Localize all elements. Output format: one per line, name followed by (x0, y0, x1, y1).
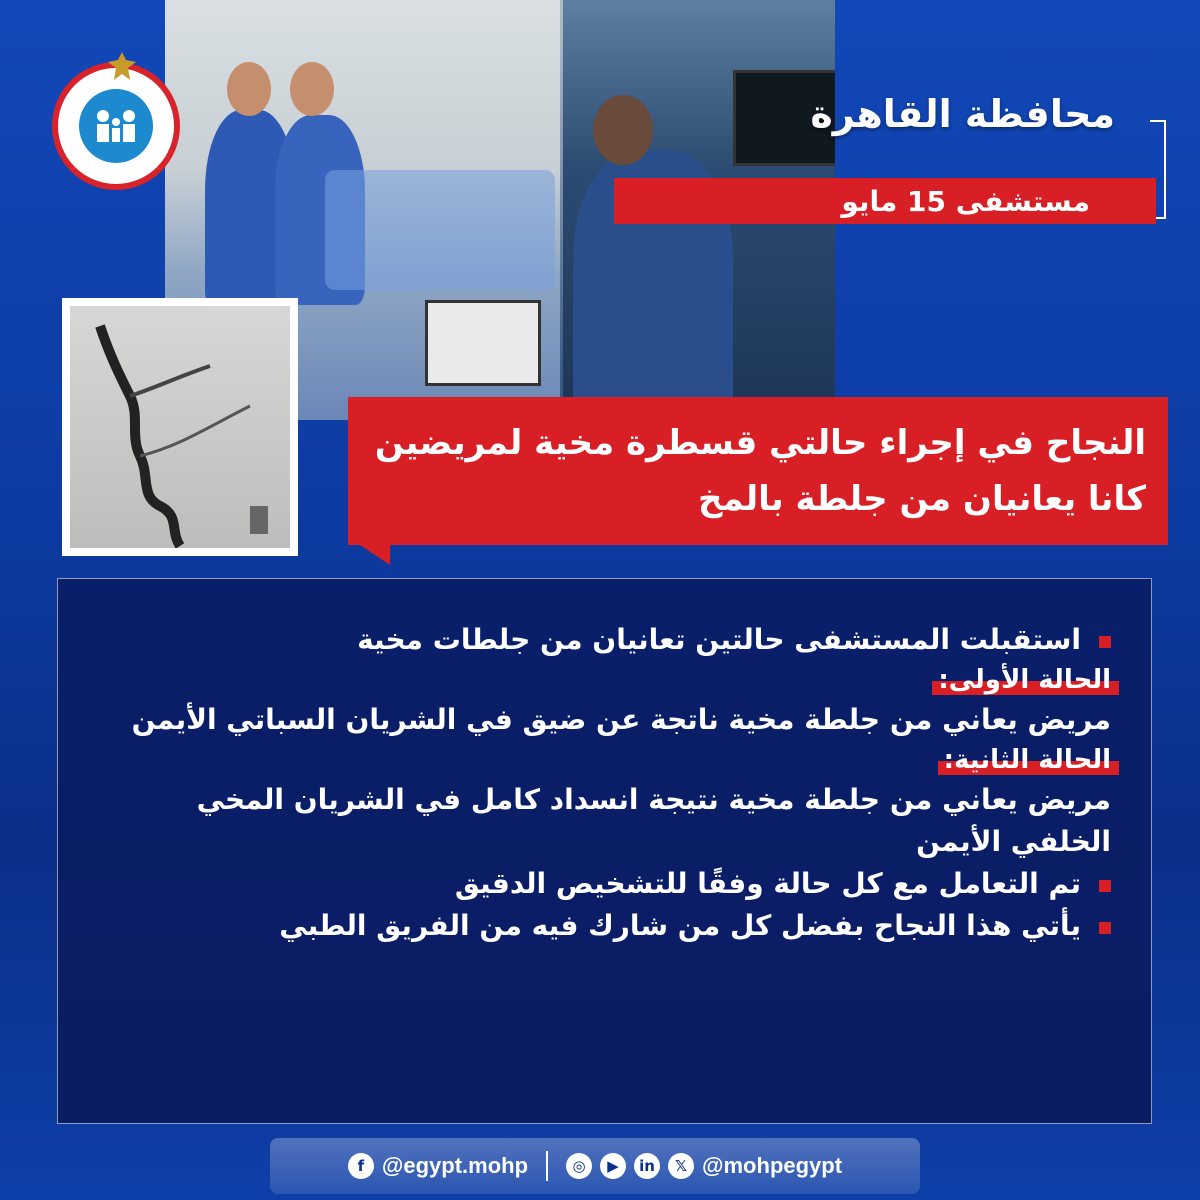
youtube-icon[interactable]: ▶ (600, 1153, 626, 1179)
footer-divider (546, 1151, 548, 1181)
bullet-marker (1099, 922, 1111, 934)
details-panel (57, 578, 1152, 1124)
instagram-icon[interactable]: ◎ (566, 1153, 592, 1179)
linkedin-icon[interactable]: in (634, 1153, 660, 1179)
case1-text: مريض يعاني من جلطة مخية ناتجة عن ضيق في الشريان السباتي الأيمن (131, 703, 1111, 736)
bullet-point-3 (101, 905, 1111, 947)
ministry-logo (52, 62, 180, 190)
governorate-title: محافظة القاهرة (810, 92, 1115, 136)
facebook-icon[interactable]: f (348, 1153, 374, 1179)
point3-text: يأتي هذا النجاح بفضل كل من شارك فيه من الفريق الطبي (279, 909, 1081, 942)
bullet-point-2 (101, 863, 1111, 905)
case2-label (944, 743, 1111, 777)
headline-notch (360, 545, 390, 565)
eagle-icon (104, 50, 140, 86)
social-footer (270, 1138, 920, 1194)
point2-text: تم التعامل مع كل حالة وفقًا للتشخيص الدقيق (454, 867, 1081, 900)
case2-label-text: الحالة الثانية: (943, 745, 1111, 775)
family-icon (79, 89, 153, 163)
details-content (101, 619, 1111, 947)
case1-label-text: الحالة الأولى: (938, 665, 1111, 695)
headline-banner (348, 397, 1168, 545)
headline-line-2: كانا يعانيان من جلطة بالمخ (698, 479, 1146, 519)
x-icon[interactable]: 𝕏 (668, 1153, 694, 1179)
handle-right[interactable]: @mohpegypt (702, 1153, 843, 1178)
case1-label (938, 663, 1111, 697)
angiography-image (62, 298, 298, 556)
bullet-marker (1099, 636, 1111, 648)
handle-left[interactable]: @egypt.mohp (381, 1153, 529, 1178)
headline-line-1: النجاح في إجراء حالتي قسطرة مخية لمريضين (374, 423, 1146, 463)
hospital-name: مستشفى 15 مايو (841, 184, 1090, 218)
case2-text: مريض يعاني من جلطة مخية نتيجة انسداد كامل في الشريان المخي الخلفي الأيمن (196, 783, 1111, 858)
governorate-title-box (745, 92, 1115, 152)
intro-text: استقبلت المستشفى حالتين تعانيان من جلطات مخية (357, 623, 1081, 656)
bullet-intro (101, 619, 1111, 661)
bullet-marker (1099, 880, 1111, 892)
hospital-banner (614, 178, 1156, 224)
